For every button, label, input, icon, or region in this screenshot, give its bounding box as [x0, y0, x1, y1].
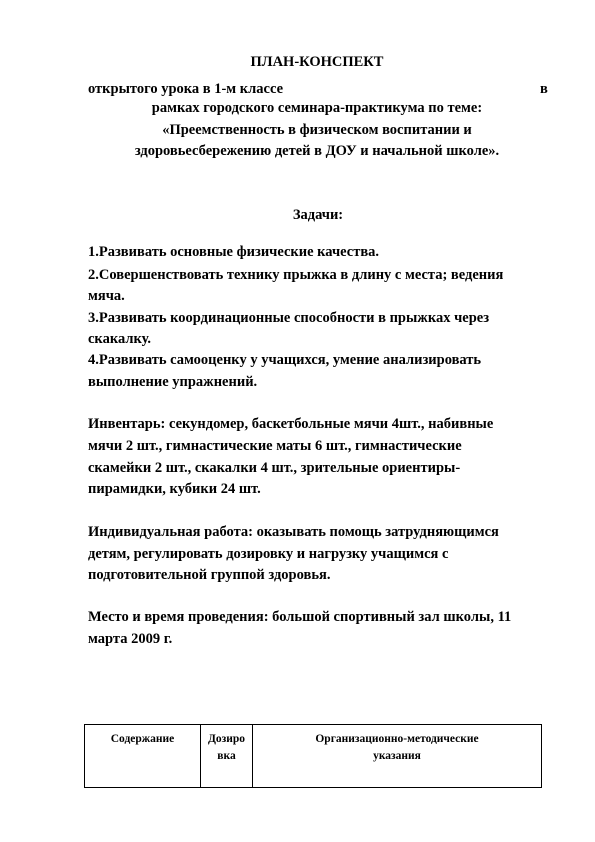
- tasks-line: выполнение упражнений.: [88, 374, 258, 390]
- place-time-line: Место и время проведения: большой спортивный зал школы, 11: [88, 609, 512, 625]
- column-header-dosage: [201, 725, 253, 788]
- tasks-line: 4.Развивать самооценку у учащихся, умение анализировать: [88, 352, 482, 368]
- lesson-plan-table: [84, 724, 542, 788]
- column-header-methodical-notes-line-2: указания: [373, 750, 421, 762]
- inventory-line: скамейки 2 шт., скакалки 4 шт., зрительные ориентиры-: [88, 460, 461, 476]
- tasks-line: 2.Совершенствовать технику прыжка в длину с места; ведения: [88, 267, 504, 283]
- tasks-line: скакалку.: [88, 331, 152, 347]
- table-header-row: [85, 725, 542, 788]
- header-line-2: рамках городского семинара-практикума по теме:: [151, 100, 483, 116]
- header-line-3: «Преемственность в физическом воспитании и: [162, 122, 472, 138]
- inventory-line: Инвентарь: секундомер, баскетбольные мячи 4шт., набивные: [88, 416, 494, 432]
- place-time-line: марта 2009 г.: [88, 631, 173, 647]
- column-header-content: [85, 725, 201, 788]
- individual-work-line: подготовительной группой здоровья.: [88, 567, 331, 583]
- tasks-line: 3.Развивать координационные способности в прыжках через: [88, 310, 490, 326]
- inventory-line: мячи 2 шт., гимнастические маты 6 шт., гимнастические: [88, 438, 462, 454]
- column-header-dosage-line-2: вка: [217, 750, 236, 762]
- tasks-line: мяча.: [88, 288, 125, 304]
- header-line-1-left: открытого урока в 1-м классе: [88, 81, 284, 97]
- inventory-line: пирамидки, кубики 24 шт.: [88, 481, 261, 497]
- tasks-heading: Задачи:: [292, 207, 344, 223]
- column-header-methodical-notes-line-1: Организационно-методические: [315, 733, 479, 745]
- column-header-dosage-line-1: Дозиро: [207, 733, 246, 745]
- individual-work-line: детям, регулировать дозировку и нагрузку учащимся с: [88, 546, 449, 562]
- column-header-content-label: Содержание: [110, 733, 175, 745]
- header-line-1-right: в: [540, 81, 548, 97]
- column-header-methodical-notes: [253, 725, 542, 788]
- tasks-line: 1.Развивать основные физические качества.: [88, 244, 380, 260]
- header-line-4: здоровьесбережению детей в ДОУ и начальной школе».: [134, 143, 500, 159]
- document-title: ПЛАН-КОНСПЕКТ: [250, 54, 384, 70]
- individual-work-line: Индивидуальная работа: оказывать помощь затрудняющимся: [88, 524, 499, 540]
